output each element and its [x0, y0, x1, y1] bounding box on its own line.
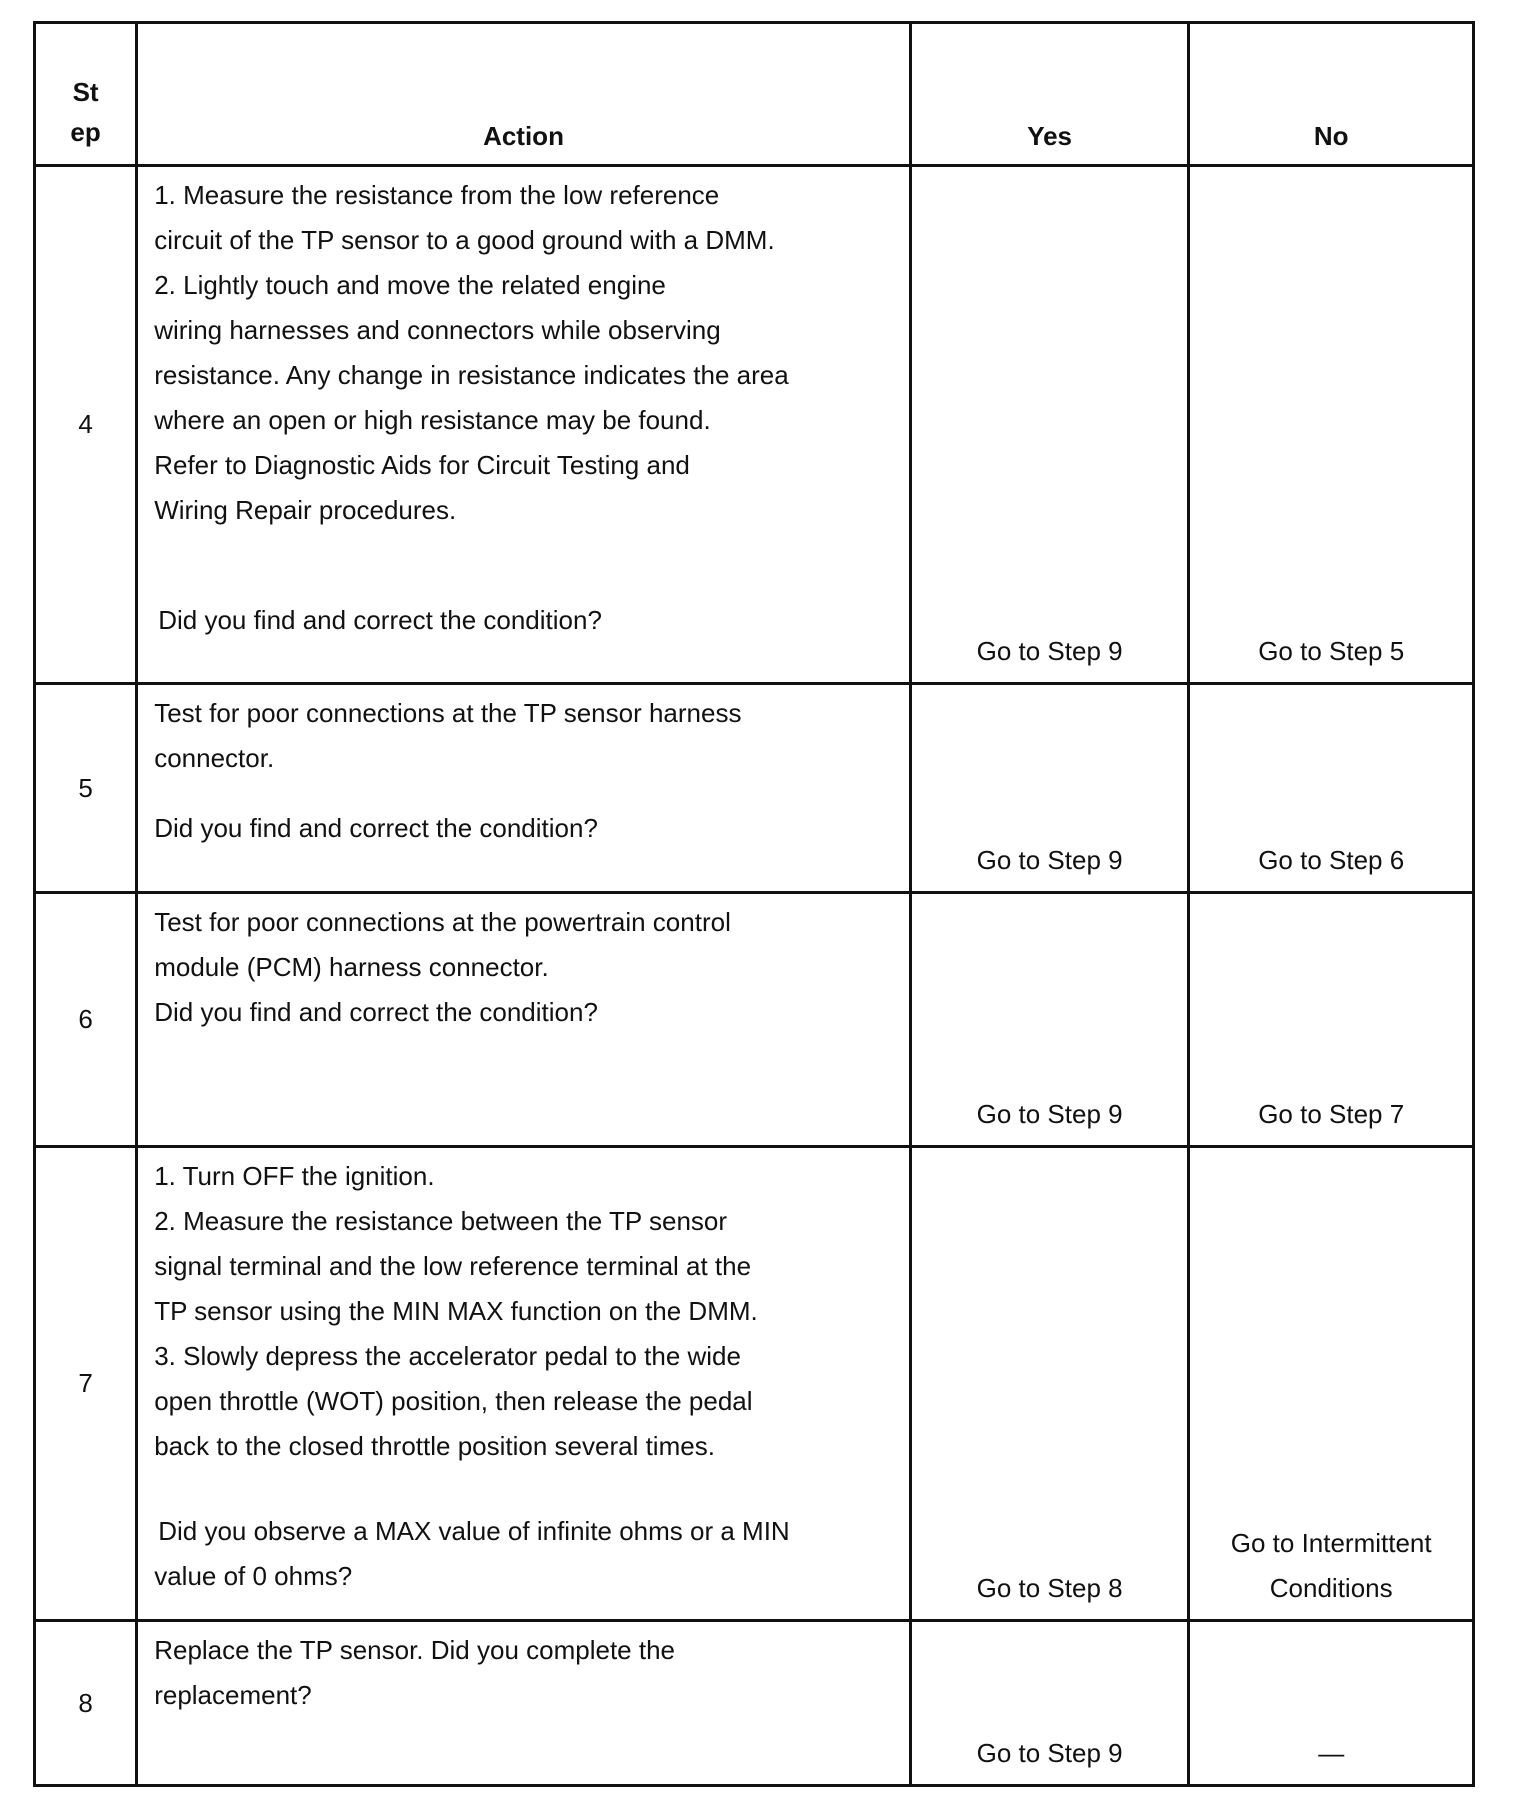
step-number: 8	[35, 1621, 137, 1786]
header-no: No	[1189, 23, 1474, 166]
step-number: 6	[35, 893, 137, 1147]
action-line: 3. Slowly depress the accelerator pedal to the wide	[154, 1341, 741, 1371]
action-line: Did you find and correct the condition?	[154, 997, 598, 1027]
diagnostic-table	[33, 21, 1475, 1787]
header-step-line2: ep	[70, 117, 101, 147]
yes-cell: Go to Step 9	[910, 1621, 1189, 1786]
no-cell: Go to Step 5	[1189, 166, 1474, 684]
action-line: 2. Lightly touch and move the related engine	[154, 270, 666, 300]
header-step-line1: St	[72, 77, 99, 107]
action-line: Refer to Diagnostic Aids for Circuit Testing and	[154, 450, 690, 480]
yes-cell: Go to Step 9	[910, 684, 1189, 893]
yes-cell: Go to Step 9	[910, 166, 1189, 684]
no-cell	[1189, 1147, 1474, 1621]
action-line: replacement?	[154, 1680, 312, 1710]
header-yes: Yes	[910, 23, 1189, 166]
header-step	[35, 23, 137, 166]
action-line: signal terminal and the low reference terminal at the	[154, 1251, 752, 1281]
action-cell	[137, 684, 911, 893]
no-cell: Go to Step 7	[1189, 893, 1474, 1147]
header-row	[35, 23, 1474, 166]
no-cell: Go to Step 6	[1189, 684, 1474, 893]
action-cell	[137, 1147, 911, 1621]
action-line: circuit of the TP sensor to a good ground with a DMM.	[154, 225, 775, 255]
action-line: 1. Turn OFF the ignition.	[154, 1161, 435, 1191]
action-line: module (PCM) harness connector.	[154, 952, 549, 982]
action-cell	[137, 166, 911, 684]
step-number: 4	[35, 166, 137, 684]
action-question: Did you find and correct the condition?	[158, 605, 602, 635]
step-number: 7	[35, 1147, 137, 1621]
action-line: Test for poor connections at the powertrain control	[154, 907, 731, 937]
action-cell	[137, 893, 911, 1147]
header-action: Action	[137, 23, 911, 166]
action-question: Did you find and correct the condition?	[154, 813, 598, 843]
action-line: Replace the TP sensor. Did you complete the	[154, 1635, 675, 1665]
action-question-line: value of 0 ohms?	[154, 1561, 353, 1591]
action-cell	[137, 1621, 911, 1786]
action-line: 1. Measure the resistance from the low reference	[154, 180, 720, 210]
action-question-line: Did you observe a MAX value of infinite ohms or a MIN	[158, 1516, 790, 1546]
action-line: connector.	[154, 743, 275, 773]
action-line: open throttle (WOT) position, then release the pedal	[154, 1386, 753, 1416]
no-cell-line: Conditions	[1269, 1573, 1393, 1603]
action-line: where an open or high resistance may be found.	[154, 405, 711, 435]
table-row	[35, 893, 1474, 1147]
action-line: resistance. Any change in resistance indicates the area	[154, 360, 789, 390]
yes-cell: Go to Step 9	[910, 893, 1189, 1147]
action-line: 2. Measure the resistance between the TP sensor	[154, 1206, 728, 1236]
action-line: back to the closed throttle position several times.	[154, 1431, 715, 1461]
no-cell-line: Go to Intermittent	[1230, 1528, 1432, 1558]
no-cell: —	[1189, 1621, 1474, 1786]
table-row	[35, 1621, 1474, 1786]
yes-cell: Go to Step 8	[910, 1147, 1189, 1621]
step-number: 5	[35, 684, 137, 893]
action-line: Test for poor connections at the TP sensor harness	[154, 698, 742, 728]
action-line: TP sensor using the MIN MAX function on the DMM.	[154, 1296, 758, 1326]
table-row	[35, 1147, 1474, 1621]
table-row	[35, 684, 1474, 893]
action-line: Wiring Repair procedures.	[154, 495, 457, 525]
action-line: wiring harnesses and connectors while observing	[154, 315, 721, 345]
table-row	[35, 166, 1474, 684]
